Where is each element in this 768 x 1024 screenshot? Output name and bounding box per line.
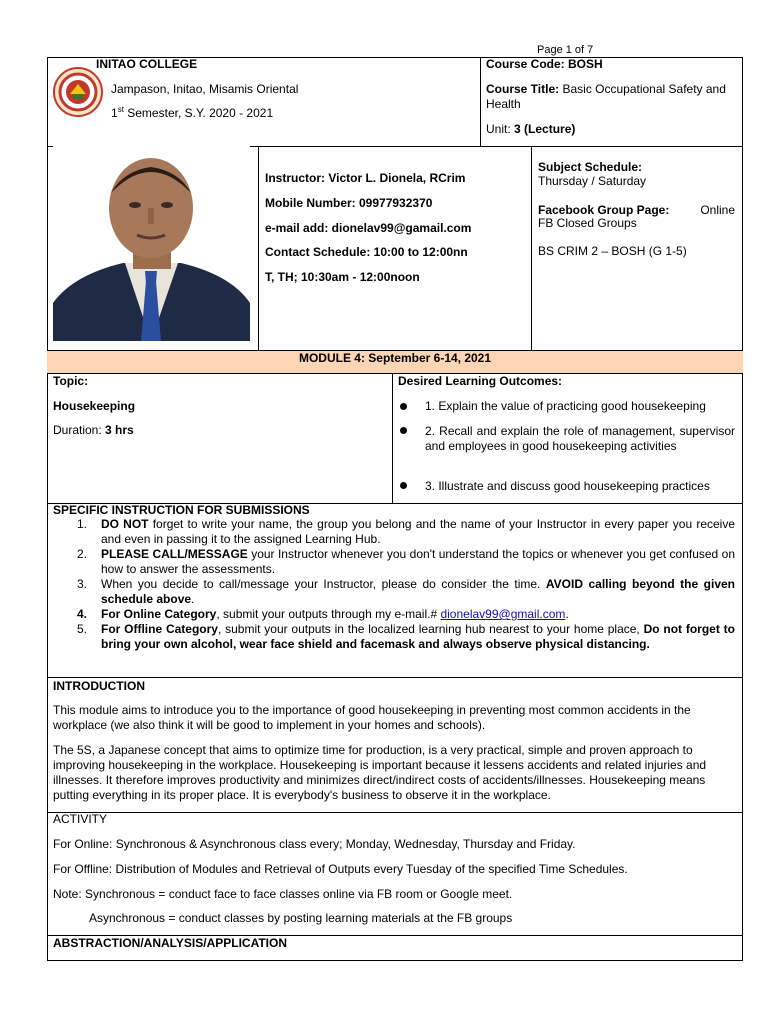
topic-label: Topic: — [53, 374, 89, 388]
outcome-item: 3. Illustrate and discuss good housekeeping practices — [425, 479, 710, 493]
instructions-list — [53, 517, 735, 652]
border — [742, 57, 743, 961]
instruction-item: 2. PLEASE CALL/MESSAGE your Instructor whenever you don't understand the topics or whenever you get confused on how to answer the assessments. — [77, 547, 735, 576]
email-link[interactable]: dionelav99@gmail.com — [440, 607, 566, 621]
instruction-item: 1. DO NOT forget to write your name, the group you belong and the name of your Instructor in every paper you receive and even in passing it to the assigned Learning Hub. — [77, 517, 736, 546]
activity-online: For Online: Synchronous & Asynchronous class every; Monday, Wednesday, Thursday and Friday. — [53, 837, 576, 851]
border — [47, 960, 743, 961]
unit: Unit: 3 (Lecture) — [486, 122, 576, 136]
college-seal-logo — [53, 67, 103, 117]
bullet-icon — [400, 482, 407, 489]
divider — [531, 146, 532, 351]
bullet-icon — [400, 403, 407, 410]
college-name: INITAO COLLEGE — [96, 57, 198, 71]
instruction-item: 3. When you decide to call/message your Instructor, please do consider the time. AVOID calling beyond the given schedule above. — [77, 577, 736, 606]
instructor-photo — [53, 153, 250, 341]
subject-schedule-label: Subject Schedule: — [538, 160, 643, 174]
introduction-paragraph: This module aims to introduce you to the importance of good housekeeping in preventing most common accidents in the workplace (we also think it will be good to implement in your homes and schools). — [53, 703, 691, 732]
outcomes-label: Desired Learning Outcomes: — [398, 374, 563, 388]
semester: 1st Semester, S.Y. 2020 - 2021 — [111, 105, 274, 120]
duration: Duration: 3 hrs — [53, 423, 134, 437]
instruction-item: 4. For Online Category, submit your outputs through my e-mail.# dionelav99@gmail.com. — [77, 607, 569, 621]
instruction-item: 5. For Offline Category, submit your outputs in the localized learning hub nearest to your home place, Do not forget to bring your own alcohol, wear face shield and facemask and always observe physical distancing. — [77, 622, 735, 651]
fb-group-value: FB Closed Groups — [538, 216, 637, 230]
activity-note-2: Asynchronous = conduct classes by posting learning materials at the FB groups — [89, 911, 513, 925]
introduction-paragraph: The 5S, a Japanese concept that aims to optimize time for production, is a very practical, simple and proven approach to improving housekeeping in the workplace. Housekeeping is important because it lessens accidents and related injuries and illnesses. It therefore improves productivity and minimizes direct/indirect costs of accidents/illnesses. Housekeeping means putting everything in its proper place. It is everybody's business to observe it in the workplace. — [53, 743, 707, 802]
page-number: Page 1 of 7 — [537, 44, 594, 56]
abstraction-title: ABSTRACTION/ANALYSIS/APPLICATION — [53, 936, 288, 950]
activity-title: ACTIVITY — [53, 812, 108, 826]
divider — [47, 812, 743, 813]
fb-group-page: Facebook Group Page: Online — [538, 203, 735, 217]
divider — [392, 374, 393, 503]
divider — [47, 677, 743, 678]
section: BS CRIM 2 – BOSH (G 1-5) — [538, 244, 687, 258]
course-title: Course Title: Basic Occupational Safety and Health — [486, 82, 726, 111]
divider — [250, 146, 743, 147]
divider — [258, 146, 259, 351]
outcome-item: 1. Explain the value of practicing good housekeeping — [425, 399, 706, 413]
activity-note: Note: Synchronous = conduct face to face classes online via FB room or Google meet. — [53, 887, 513, 901]
course-code: Course Code: BOSH — [486, 57, 603, 71]
contact-schedule: Contact Schedule: 10:00 to 12:00nn — [265, 245, 468, 259]
bullet-icon — [400, 427, 407, 434]
border — [47, 57, 48, 961]
activity-offline: For Offline: Distribution of Modules and Retrieval of Outputs every Tuesday of the specified Time Schedules. — [53, 862, 628, 876]
instructor-name: Instructor: Victor L. Dionela, RCrim — [265, 171, 466, 185]
instructions-title: SPECIFIC INSTRUCTION FOR SUBMISSIONS — [53, 503, 310, 517]
divider — [480, 57, 481, 147]
topic-value: Housekeeping — [53, 399, 136, 413]
contact-days: T, TH; 10:30am - 12:00noon — [265, 270, 420, 284]
college-address: Jampason, Initao, Misamis Oriental — [111, 82, 299, 96]
subject-schedule: Thursday / Saturday — [538, 174, 647, 188]
divider — [47, 146, 53, 147]
module-title: MODULE 4: September 6-14, 2021 — [298, 351, 492, 365]
instructor-mobile: Mobile Number: 09977932370 — [265, 196, 433, 210]
introduction-title: INTRODUCTION — [53, 679, 145, 693]
instructor-email: e-mail add: dionelav99@gamail.com — [265, 221, 472, 235]
outcome-item: 2. Recall and explain the role of management, supervisor and employees in good housekeeping activities — [425, 424, 735, 453]
